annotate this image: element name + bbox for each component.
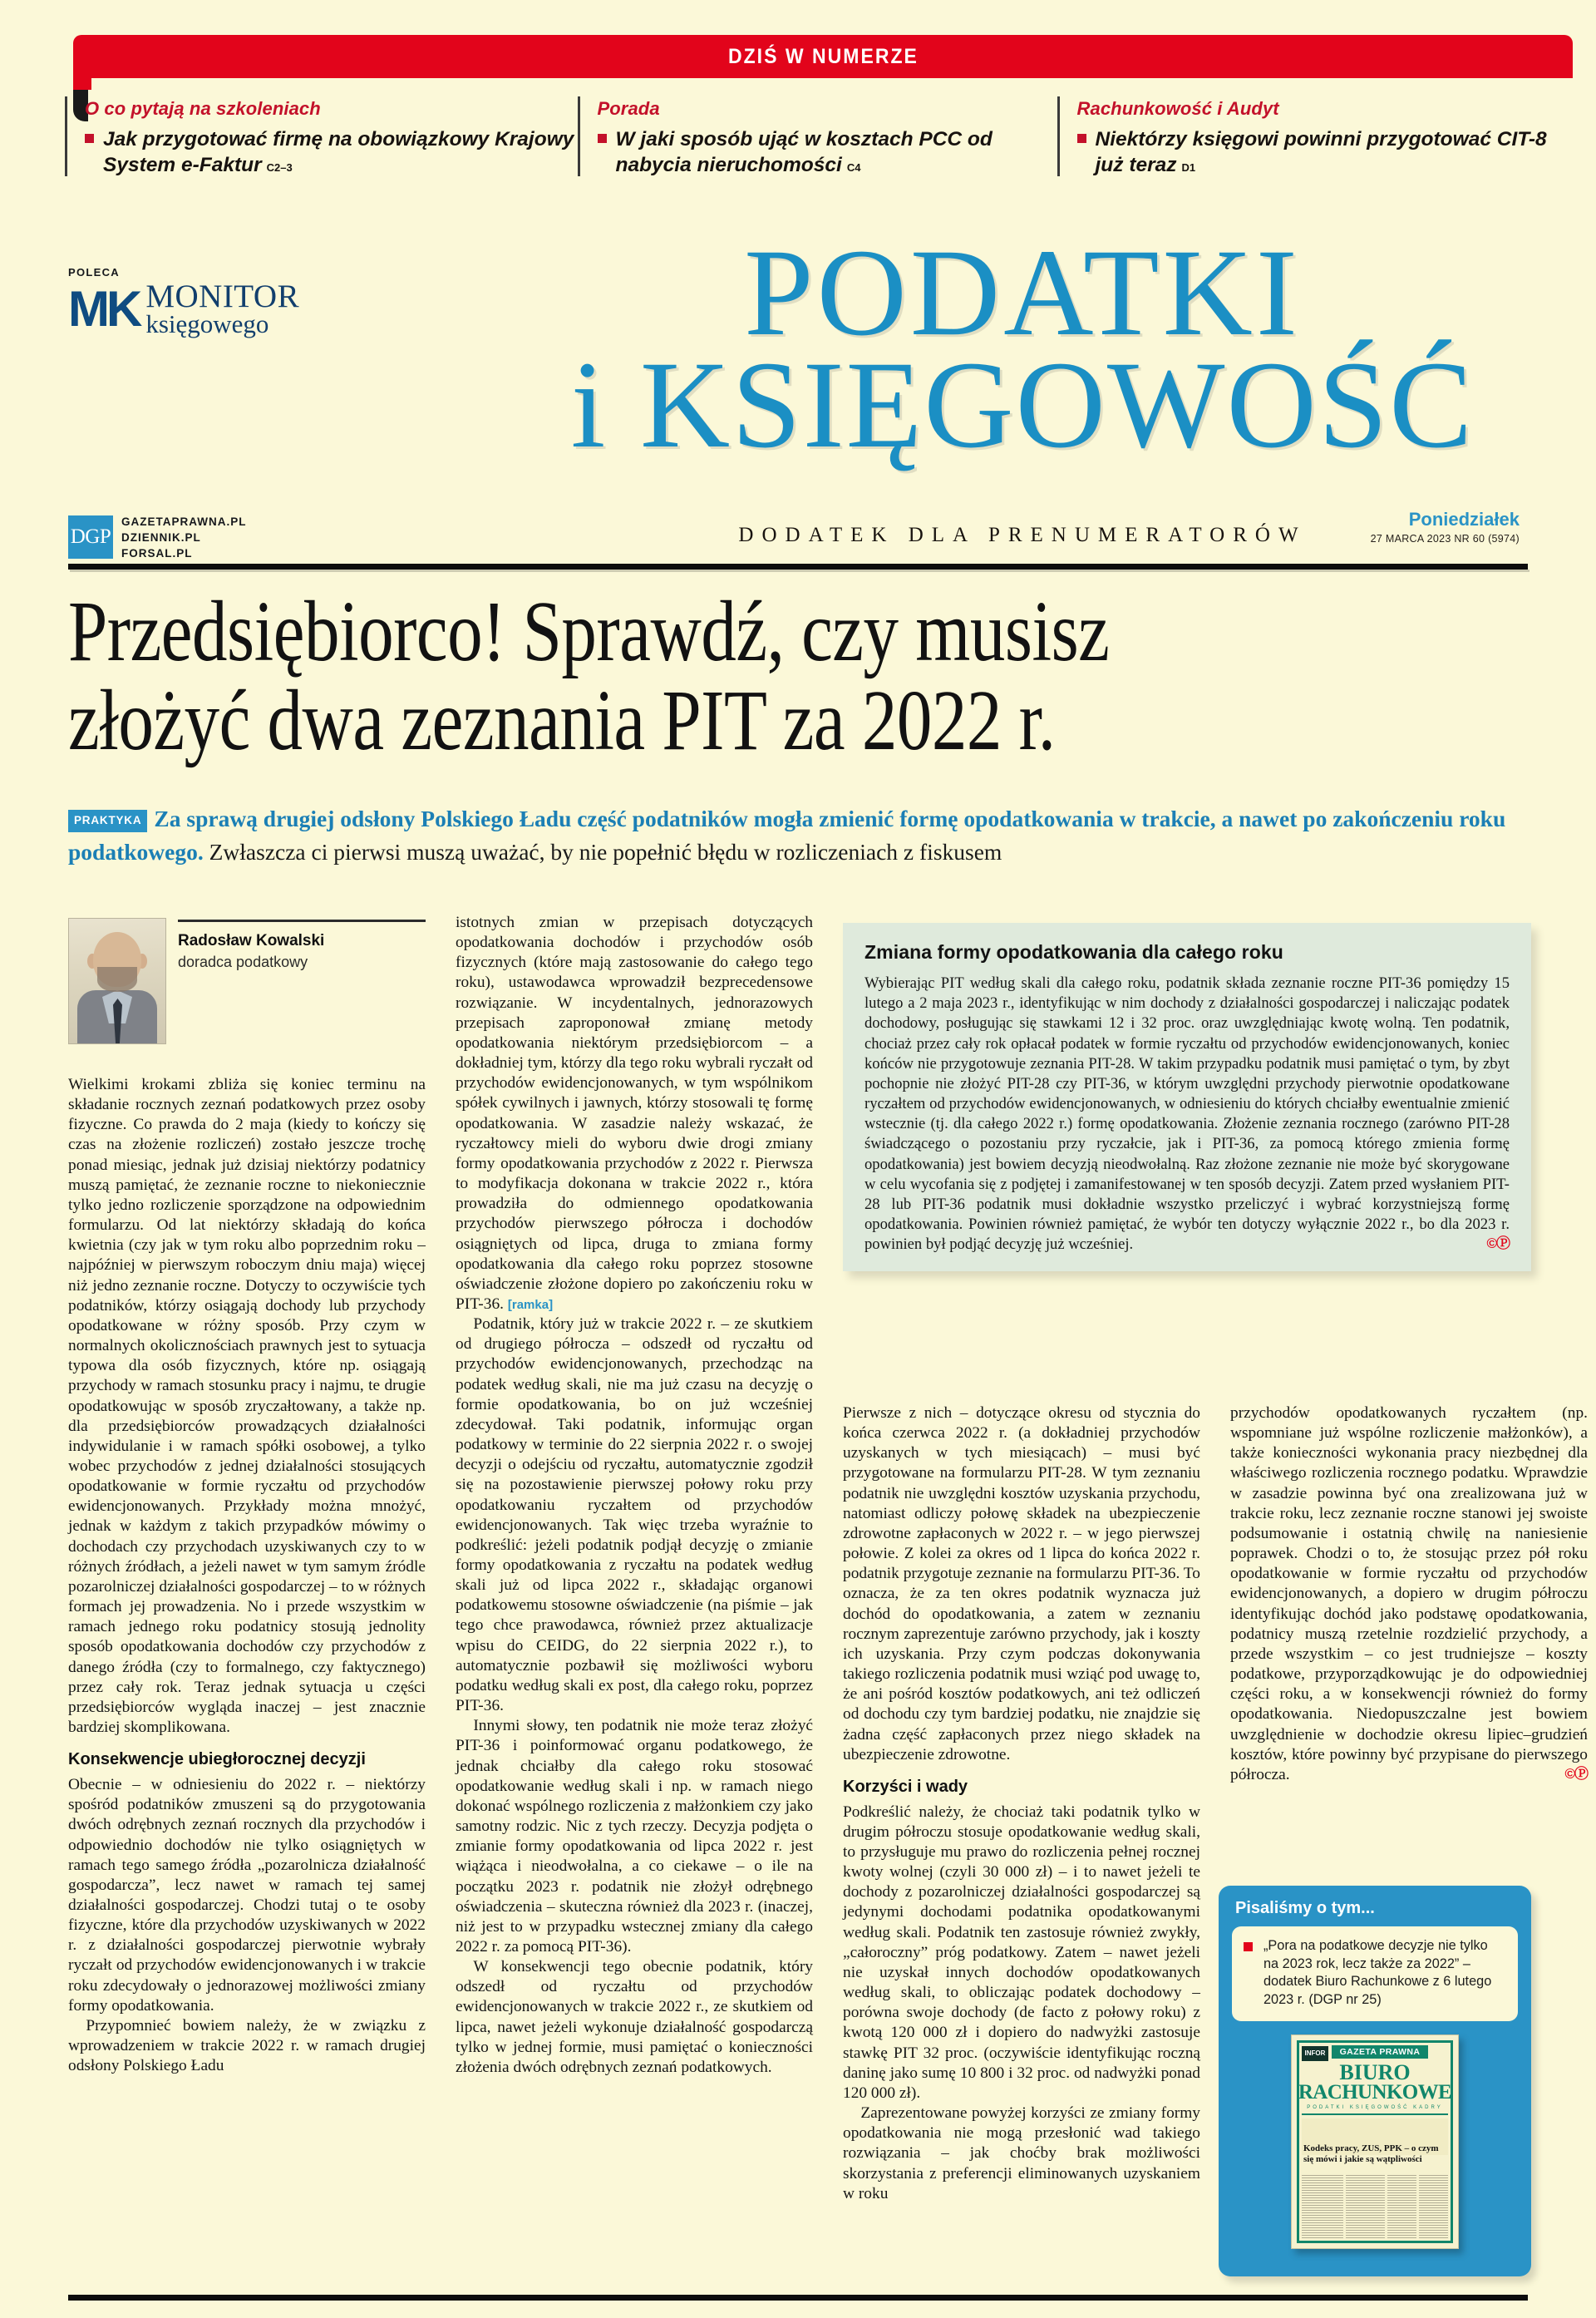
lead-bold: Za sprawą drugiej odsłony Polskiego Ładu część podatników mogła zmienić formę opodatkowania w trakcie, a nawet po zakończeniu roku podatkowego. (68, 806, 1506, 866)
lead-rest: Zwłaszcza ci pierwsi muszą uważać, by nie popełnić błędu w rozliczeniach z fiskusem (203, 839, 1002, 866)
teaser-title[interactable] (85, 126, 578, 179)
article-lead (68, 802, 1531, 870)
info-box (843, 923, 1531, 1271)
teaser-kicker: Rachunkowość i Audyt (1076, 98, 1279, 119)
banner-bar (73, 35, 1573, 78)
byline-rule (178, 920, 426, 922)
supplement-title-line2: i KSIĘGOWOŚĆ (570, 336, 1475, 474)
banner-label: DZIŚ W NUMERZE (727, 44, 919, 68)
byline (68, 913, 426, 1067)
ksiegowego-word: księgowego (145, 309, 269, 338)
paragraph: Podkreślić należy, że chociaż taki podatnik tylko w drugim półroczu stosuje opodatkowanie według skali, to przysługuje mu prawo do rozliczenia pełnej rocznej kwoty wolnej (czyli 30 000 zł) – i to nawet jeżeli te dochody z pozarolniczej działalności gospodarczej są jedynymi dochodami podatnika opodatkowanymi według skali. Podatnik ten zastosuje również zwykły, „całoroczny” próg podatkowy. Zatem – nawet jeżeli nie uzyskał innych dochodów opodatkowanych według skali, to obliczając podatek dochodowy – porówna swoje dochody (de facto z połowy roku) z kwotą 120 000 zł i dopiero do nadwyżki zastosuje stawkę PIT 32 proc. (oczywiście identyfikując roczną daninę jako sumę 10 800 i 32 proc. od nadwyżki ponad 120 000 zł). (843, 1803, 1200, 2102)
weekday-label: Poniedziałek (1408, 509, 1520, 530)
related-box-title: Pisaliśmy o tym... (1235, 1899, 1375, 1917)
cover-rule (1302, 2113, 1448, 2115)
paragraph: Obecnie – w odniesieniu do 2022 r. – niektórzy spośród podatników zmuszeni są do przygotowania dwóch odrębnych zeznań rocznych dla przychodów i odpowiednio dochodów nie tylko osiągniętych w ramach tego samego źródła „pozarolnicza działalność gospodarcza”, lecz nawet w ramach tej samej działalności gospodarczej. Chodzi tutaj o te osoby fizyczne, które dla przychodów uzyskiwanych w 2022 r. z działalności gospodarczej pierwotnie wybrały ryczałt od przychodów ewidencjonowanych i w trakcie roku zdecydowały o jednorazowej możliwości zmiany formy opodatkowania. (68, 1776, 426, 2015)
teaser-item[interactable] (578, 98, 1057, 181)
issue-info (1371, 509, 1520, 545)
dgp-urls (121, 514, 247, 561)
teaser-item[interactable] (65, 98, 578, 181)
teaser-title[interactable] (598, 126, 1057, 179)
dgp-logo (68, 515, 113, 559)
section-subhead: Konsekwencje ubiegłorocznej decyzji (68, 1750, 366, 1769)
cover-column-gap (1343, 2175, 1346, 2240)
paragraph (1230, 1403, 1588, 1785)
supplement-title-line1: PODATKI (744, 224, 1301, 362)
teaser-divider (578, 96, 580, 176)
info-box-title: Zmiana formy opodatkowania dla całego roku (864, 941, 1283, 963)
related-item-text: „Pora na podatkowe decyzje nie tylko na 2023 rok, lecz także za 2022” – dodatek Biuro Rachunkowe z 6 lutego 2023 r. (DGP nr 25) (1264, 1938, 1492, 2008)
teaser-title-text: W jaki sposób ująć w kosztach PCC od nabycia nieruchomości (615, 128, 993, 177)
related-articles-box (1219, 1886, 1531, 2276)
bullet-square-icon (598, 134, 607, 143)
cover-column-gap (1416, 2175, 1419, 2240)
teaser-page: D1 (1181, 161, 1196, 175)
teaser-divider (65, 96, 67, 176)
monitor-word: MONITOR (145, 279, 300, 314)
dgp-logo-text: DGP (70, 525, 111, 548)
cover-column-gap (1385, 2175, 1387, 2240)
teaser-kicker: Porada (597, 98, 660, 119)
copyright-mark: ©Ⓟ (1564, 1765, 1588, 1782)
paragraph-text: przychodów opodatkowanych ryczałtem (np. wspomniane już wspólne rozliczenie małżonków), a także konieczności wykonania pracy niezbędnej dla właściwego rozliczenia rocznego podatku. Wprawdzie w zasadzie powinna być ona zrealizowana już w trakcie roku, lecz zeznanie roczne stanowi jej swoiste podsumowanie i ostatnią chwilę na naniesienie poprawek. Chodzi o to, że stosując przez pół roku opodatkowanie w formie ryczałtu od przychodów ewidencjonowanych, a dopiero w drugim półroczu identyfikując dochód jako podstawę opodatkowania, podatnicy muszą rzetelnie rozdzielić przychody, a przede wszystkim – co jest trudniejsze – koszty podatkowe, przyporządkowując je do odpowiedniej części roku, a w konsekwencji również do formy opodatkowania. Niedopuszczalne jest bowiem uwzględnienie w dochodzie okresu lipiec–grudzień kosztów, które powinny być przypisane do pierwszego półrocza. (1230, 1404, 1588, 1783)
url-dziennik[interactable]: DZIENNIK.PL (121, 531, 201, 545)
poleca-label: POLECA (68, 266, 120, 279)
teaser-title-text: Niektórzy księgowi powinni przygotować CIT-8 już teraz (1095, 128, 1547, 177)
info-box-text (864, 974, 1510, 1255)
teaser-page: C2–3 (266, 161, 293, 175)
article-headline (68, 584, 1531, 769)
teaser-divider (1057, 96, 1060, 176)
cover-title-line1: BIURO (1339, 2059, 1411, 2084)
masthead-rule (68, 564, 1528, 570)
paragraph: Pierwsze z nich – dotyczące okresu od stycznia do końca czerwca 2022 r. (a dokładniej przychodów uzyskanych w tych miesiącach) – musi być przygotowane na formularzu PIT-28. W tym zeznaniu podatnik nie uwzględni kosztów uzyskania przychodu, natomiast odliczy połowę składek na ubezpieczenie zdrowotne zapłaconych w 2022 r. – w jego pierwszej połowie. Z kolei za okres od 1 lipca do końca 2022 r. podatnik przygotuje zeznanie na formularzu PIT-36. To oznacza, że za ten okres podatnik wyznacza już dochód do opodatkowania, a zatem w zeznaniu rocznym zaprezentuje zarówno przychody, jak i koszty ich uzyskania. Przy czym podczas dokonywania takiego rozliczenia podatnik musi wziąć pod uwagę to, że ani pośród kosztów podatkowych, ani też odliczeń od dochodu czy tym bardziej podatku, nie znajdzie się żadna część zapłaconych przez niego składek na ubezpieczenie zdrowotne. (843, 1404, 1200, 1763)
author-role: doradca podatkowy (178, 954, 308, 970)
teaser-page: C4 (846, 161, 861, 175)
paragraph: Innymi słowy, ten podatnik nie może teraz złożyć PIT-36 i poinformować organu podatkowego, że jednak chciałby dla całego roku stosować opodatkowanie według skali i np. w ramach niego dokonać wspólnego rozliczenia z małżonkiem czy jako samotny rodzic. Nic z tych rzeczy. Decyzja podjęta o zmianie formy opodatkowania od lipca 2022 r. jest wiążąca i nieodwołalna, a co ciekawe – o ile na początku 2023 r. podatnik nie złożył odrębnego oświadczenia – skuteczna również dla 2023 r. (inaczej, niż jest to w przypadku wstecznej zmiany dla całego 2022 r. za pomocą PIT-36). (456, 1717, 813, 1956)
cover-title-line2: RACHUNKOWE (1298, 2080, 1452, 2103)
ramka-marker: [ramka] (507, 1297, 554, 1312)
url-gazetaprawna[interactable]: GAZETAPRAWNA.PL (121, 515, 247, 528)
issue-number: 27 MARCA 2023 NR 60 (5974) (1370, 533, 1520, 545)
teaser-title-text: Jak przygotować firmę na obowiązkowy Krajowy System e-Faktur (103, 128, 574, 177)
bottom-rule (68, 2295, 1528, 2301)
supplement-subtitle: DODATEK DLA PRENUMERATORÓW (738, 524, 1307, 546)
body-column-2 (456, 913, 813, 2293)
related-item-card[interactable] (1232, 1926, 1518, 2021)
paragraph: Zaprezentowane powyżej korzyści ze zmiany formy opodatkowania nie mogą przesłonić wad takiego rozwiązania – jak choćby brak możliwości skorzystania z preferencji eliminowanych uzyskaniem w roku (843, 2104, 1200, 2202)
headline-line1: Przedsiębiorco! Sprawdź, czy musisz (68, 584, 1110, 680)
teaser-title[interactable] (1077, 126, 1570, 179)
bullet-square-icon (1244, 1942, 1253, 1951)
today-in-issue-banner (50, 35, 1573, 83)
paragraph: W konsekwencji tego obecnie podatnik, który odszedł od ryczałtu od przychodów ewidencjonowanych w trakcie 2022 r., ze skutkiem od lipca, nawet jeżeli wykonuje działalność gospodarczą tylko w jednej formie, musi pamiętać o konieczności złożenia dwóch odrębnych zeznań podatkowych. (456, 1958, 813, 2076)
teaser-kicker: O co pytają na szkoleniach (85, 98, 321, 119)
infor-logo: INFOR (1302, 2046, 1328, 2061)
body-column-1 (68, 913, 426, 2293)
cover-masthead: GAZETA PRAWNA (1332, 2045, 1428, 2059)
section-subhead: Korzyści i wady (843, 1777, 968, 1796)
author-name: Radosław Kowalski (178, 932, 325, 949)
cover-headline: Kodeks pracy, ZUS, PPK – o czym się mówi i jakie są wątpliwości (1303, 2143, 1439, 2165)
copyright-mark: ©Ⓟ (1486, 1235, 1510, 1252)
info-box-body: Wybierając PIT według skali dla całego roku, podatnik składa zeznanie roczne PIT-36 pomiędzy 15 lutego a 2 maja 2023 r., identyfikując w nim dochody z działalności gospodarczej i naliczając podatek dochodowy, posługując się stawkami 12 i 32 proc. oraz uwzględniając kwotę wolną. Ten podatnik, chociaż przez cały rok opłacał podatek w formie ryczałtu od przychodów ewidencjonowanych, koniec końców nie przygotowuje zeznania PIT-28. W takim przypadku podatnik musi pamiętać o tym, by zbyt pochopnie nie złożyć PIT-28 czy PIT-36, w którym uwzględni przychody pierwotnie opodatkowane ryczałtem od przychodów ewidencjonowanych, w odniesieniu do których chciałby ewentualnie zmienić wstecznie (tj. dla całego 2022 r.) formę opodatkowania. Złożenie zeznania rocznego (zarówno PIT-28 świadczącego o pozostaniu przy ryczałcie, jak i PIT-36, za pomocą którego zmienia formę opodatkowania) jest bowiem decyzją nieodwołalną. Raz złożone zeznanie nie może być skorygowane w celu wycofania się z podjętej i zamanifestowanej w ten sposób decyzji. Zatem przed wysłaniem PIT-28 lub PIT-36 podatnik musi dokładnie wszystko przeliczyć i wybrać korzystniejszą formę opodatkowania. Powinien również pamiętać, że wybór ten dotyczy wyłącznie 2022 r., bo dla 2023 r. powinien był podjąć decyzję już wcześniej. (864, 974, 1510, 1254)
cover-subtitle: PODATKI KSIĘGOWOŚĆ KADRY (1307, 2104, 1443, 2110)
dgp-strip (68, 509, 1528, 562)
paragraph-text: istotnych zmian w przepisach dotyczących opodatkowania dochodów i przychodów osób fizycznych (które mają zastosowanie do całego tego roku), ustawodawca wprowadził bezprecedensowe rozwiązanie. W incydentalnych, jednorazowych przepisach zaproponował zmianę metody opodatkowania niektórym przedsiębiorcom – a dokładniej tym, którzy dla tego roku wybrali ryczałt od przychodów ewidencjonowanych, w tym wspólnikom spółek cywilnych i jawnych, którzy stosowali tę formę opodatkowania. W zasadzie należy wskazać, że ryczałtowcy mieli do wyboru dwie drogi zmiany formy opodatkowania przychodów z 2022 r. Pierwsza to modyfikacja dokonana w trakcie 2022 r., która prowadziła do odmiennego opodatkowania przychodów pierwszego półrocza i dochodów osiągniętych od lipca, druga to zmiana formy opodatkowania dla całego roku poprzez stosowne oświadczenie złożone dopiero po zakończeniu roku w PIT-36. (456, 914, 813, 1313)
issue-cover-thumbnail[interactable] (1291, 2034, 1459, 2249)
mk-monogram: MK (68, 280, 140, 337)
monitor-ksiegowego-logo (68, 266, 299, 337)
headline-line2: złożyć dwa zeznania PIT za 2022 r. (68, 673, 1056, 769)
teaser-item[interactable] (1057, 98, 1570, 181)
paragraph: Przypomnieć bowiem należy, że w związku z wprowadzeniem w trakcie 2022 r. w ramach drugiej odsłony Polskiego Ładu (68, 2016, 426, 2075)
bullet-square-icon (1077, 134, 1086, 143)
banner-tail (73, 78, 91, 90)
paragraph: Podatnik, który już w trakcie 2022 r. – ze skutkiem od drugiego półrocza – odszedł od ryczałtu od przychodów ewidencjonowanych, przechodząc na podatek według skali, nie ma już czasu na decyzję o formie opodatkowania, bo on już wcześniej zdecydował. Taki podatnik, informując organ podatkowy w terminie do 22 sierpnia 2022 r. o swojej decyzji o odejściu od ryczałtu, automatycznie zgodził się na pozostawienie pierwszej połowy roku przy opodatkowaniu ryczałtem od przychodów ewidencjonowanych. Tak więc trzeba wyraźnie to podkreślić: jeżeli podatnik podjął decyzję o zmianie formy opodatkowania z ryczałtu na podatek według skali już od lipca 2022 r., składając organowi podatkowemu stosowne oświadczenie (na piśmie – jak tego chce prawodawca, również przez aktualizacje wpisu do CEIDG, do 22 sierpnia 2022 r.), to automatycznie pozbawił się możliwości wyboru podatku według skali ex post, dla całego roku, poprzez PIT-36. (456, 1315, 813, 1715)
bullet-square-icon (85, 134, 94, 143)
supplement-title (466, 224, 1579, 474)
paragraph (456, 913, 813, 1314)
paragraph: Wielkimi krokami zbliża się koniec terminu na składanie rocznych zeznań podatkowych przez osoby fizyczne. Co prawda do 2 maja (kiedy to kończy się czas na złożenie rozliczeń) zostało jeszcze trochę ponad miesiąc, jednak już dzisiaj niektórzy podatnicy muszą pamiętać, że zeznanie roczne to niekoniecznie tylko jedno rozliczenie sporządzone na odpowiednim formularzu. Od lat niektórzy składają do końca kwietnia (czy jak w tym roku albo poprzednim roku – najpóźniej w pierwszym roboczym dniu maja) więcej niż jedno zeznanie roczne. Dotyczy to oczywiście tych podatników, którzy osiągają dochody lub przychody opodatkowane w różny sposób. Przy czym w normalnych okolicznościach prawnych jest to sytuacja typowa dla osób fizycznych, które np. osiągają przychody w ramach stosunku pracy i najmu, te drugie opodatkowując w sposób zryczałtowany, a także np. dla przedsiębiorców prowadzących działalności indywidulanie i w ramach spółki osobowej, a tylko wobec przychodów z jednej działalności stosujących opodatkowanie w formie ryczałtu od przychodów ewidencjonowanych. Przykłady można mnożyć, jednak w każdym z takich przypadków mówimy o dochodach czy przychodach uzyskiwanych czy to w różnych źródłach, a jeżeli nawet w tym samym źródle pozarolniczej działalności gospodarczej – to w różnych formach jej prowadzenia. No i przede wszystkim w ramach jednego roku podatnicy stosują jednolity sposób opodatkowania dochodów czy przychodów z danego źródła (czy to formalnego, czy faktycznego) przez cały rok. Teraz jednak sytuacja u części przedsiębiorców wygląda inaczej – jest znacznie bardziej skomplikowana. (68, 1076, 426, 1736)
teaser-row (65, 98, 1569, 181)
url-forsal[interactable]: FORSAL.PL (121, 547, 193, 560)
practice-badge: PRAKTYKA (68, 810, 147, 832)
cover-text-blocks (1302, 2175, 1448, 2240)
author-photo (68, 918, 166, 1044)
